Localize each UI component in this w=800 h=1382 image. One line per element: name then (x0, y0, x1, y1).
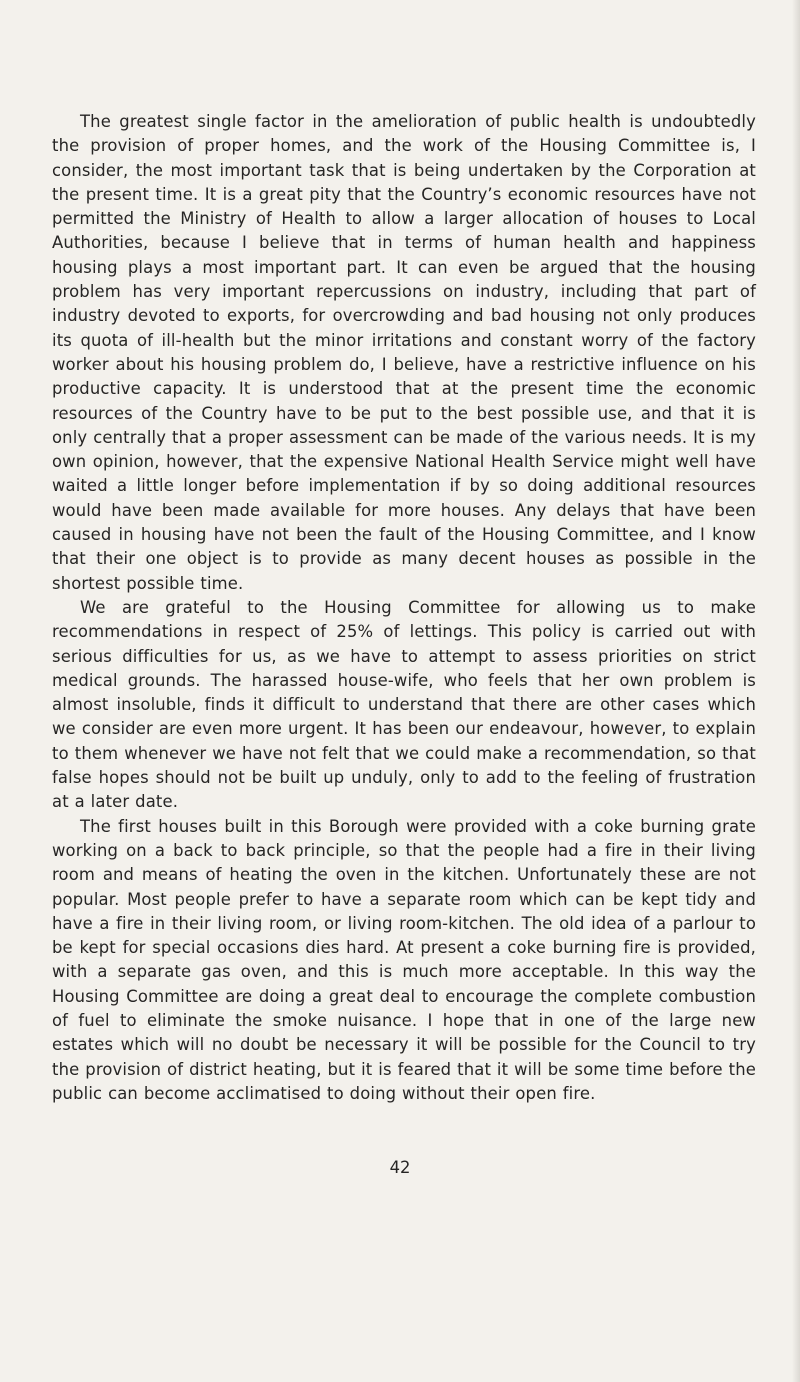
paragraph-coke-burning-grates: The first houses built in this Borough were provided with a coke burning grate working on a back to back principle, so that the people had a fire in their living room and means of heating the oven in the kitchen. Unfortunately these are not popular. Most people prefer to have a separate room which can be kept tidy and have a fire in their living room, or living room-kitchen. The old idea of a parlour to be kept for special occasions dies hard. At present a coke burning fire is provided, with a separate gas oven, and this is much more acceptable. In this way the Housing Committee are doing a great deal to encourage the complete combustion of fuel to eliminate the smoke nuisance. I hope that in one of the large new estates which will no doubt be necessary it will be possible for the Council to try the provision of district heating, but it is feared that it will be some time before the public can become acclimatised to doing without their open fire. (52, 816, 756, 1103)
page-number: 42 (389, 1158, 411, 1177)
paragraph-lettings-recommendations: We are grateful to the Housing Committee for allowing us to make recommendations in respect of 25% of lettings. This policy is carried out with serious difficulties for us, as we have to attempt to assess priorities on strict medical grounds. The harassed house-wife, who feels that her own problem is almost insoluble, finds it difficult to understand that there are other cases which we consider are even more urgent. It has been our endeavour, however, to explain to them whenever we have not felt that we could make a recommendation, so that false hopes should not be built up unduly, only to add to the feeling of frustration at a later date. (52, 597, 756, 812)
page-edge-shadow (792, 0, 800, 1382)
paragraph-housing-importance: The greatest single factor in the amelioration of public health is undoubtedly the provision of proper homes, and the work of the Housing Committee is, I consider, the most important task that is being undertaken by the Corporation at the present time. It is a great pity that the Country’s economic resources have not permitted the Ministry of Health to allow a larger allocation of houses to Local Authorities, because I believe that in terms of human health and happiness housing plays a most important part. It can even be argued that the housing problem has very important repercussions on industry, including that part of industry devoted to exports, for overcrowding and bad housing not only produces its quota of ill-health but the minor irritations and constant worry of the factory worker about his housing problem do, I believe, have a restrictive influence on his productive capacity. It is understood that at the present time the economic resources of the Country have to be put to the best possible use, and that it is only centrally that a proper assessment can be made of the various needs. It is my own opinion, however, that the expensive National Health Service might well have waited a little longer before implementation if by so doing additional resources would have been made available for more houses. Any delays that have been caused in housing have not been the fault of the Housing Committee, and I know that their one object is to provide as many decent houses as possible in the shortest possible time. (52, 112, 756, 593)
document-body (52, 110, 756, 1106)
